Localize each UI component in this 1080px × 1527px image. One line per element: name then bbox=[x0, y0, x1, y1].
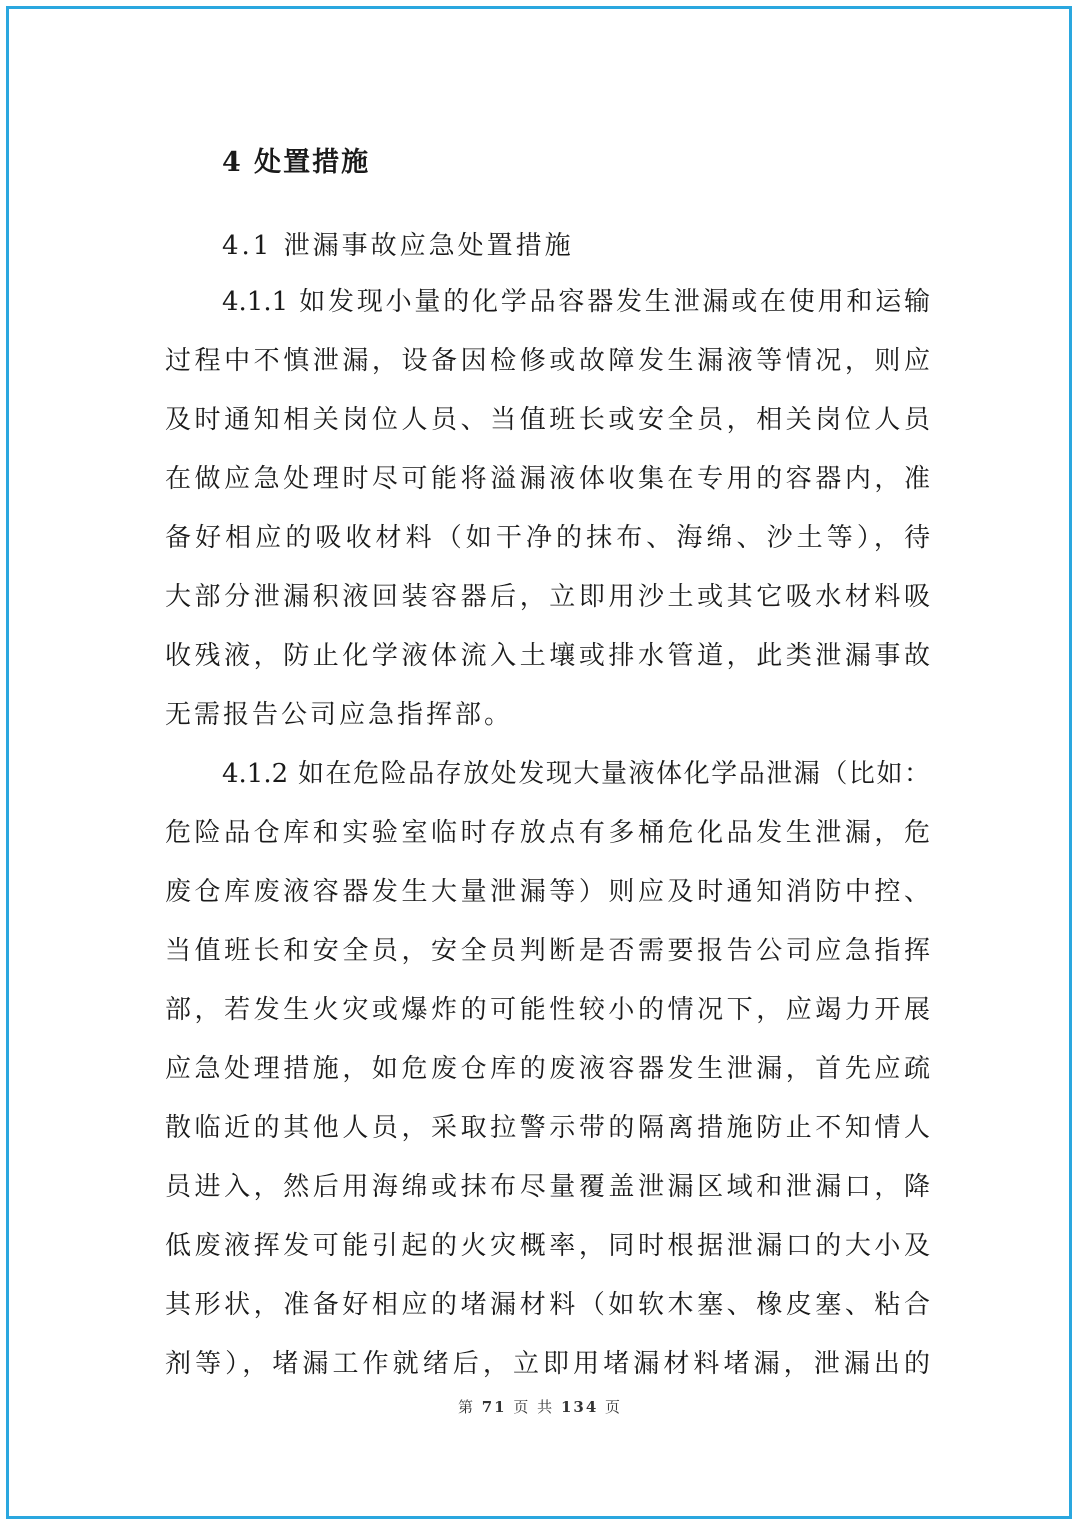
footer-suffix: 页 bbox=[605, 1398, 623, 1416]
paragraph-line: 当值班长和安全员，安全员判断是否需要报告公司应急指挥 bbox=[165, 936, 930, 966]
paragraph-line: 4.1.1 如发现小量的化学品容器发生泄漏或在使用和运输 bbox=[222, 287, 930, 317]
page-footer bbox=[0, 1396, 1080, 1417]
paragraph-line: 无需报告公司应急指挥部。 bbox=[165, 700, 514, 730]
paragraph-line: 4.1.2 如在危险品存放处发现大量液体化学品泄漏（比如： bbox=[222, 759, 930, 789]
paragraph-line: 及时通知相关岗位人员、当值班长或安全员，相关岗位人员 bbox=[165, 405, 930, 435]
footer-prefix: 第 bbox=[457, 1398, 475, 1416]
paragraph-line: 员进入，然后用海绵或抹布尽量覆盖泄漏区域和泄漏口，降 bbox=[165, 1172, 930, 1202]
paragraph-line: 其形状，准备好相应的堵漏材料（如软木塞、橡皮塞、粘合 bbox=[165, 1290, 930, 1320]
subsection-heading: 4.1 泄漏事故应急处置措施 bbox=[222, 231, 574, 261]
paragraph-line: 收残液，防止化学液体流入土壤或排水管道，此类泄漏事故 bbox=[165, 641, 930, 671]
paragraph-line: 过程中不慎泄漏，设备因检修或故障发生漏液等情况，则应 bbox=[165, 346, 930, 376]
current-page-number: 71 bbox=[481, 1398, 507, 1416]
paragraph-line: 废仓库废液容器发生大量泄漏等）则应及时通知消防中控、 bbox=[165, 877, 930, 907]
paragraph-line: 备好相应的吸收材料（如干净的抹布、海绵、沙土等），待 bbox=[165, 523, 930, 553]
paragraph-line: 应急处理措施，如危废仓库的废液容器发生泄漏，首先应疏 bbox=[165, 1054, 930, 1084]
footer-middle: 页 共 bbox=[513, 1398, 555, 1416]
paragraph-line: 剂等），堵漏工作就绪后，立即用堵漏材料堵漏，泄漏出的 bbox=[165, 1349, 930, 1379]
paragraph-line: 大部分泄漏积液回装容器后，立即用沙土或其它吸水材料吸 bbox=[165, 582, 930, 612]
paragraph-line: 危险品仓库和实验室临时存放点有多桶危化品发生泄漏，危 bbox=[165, 818, 930, 848]
paragraph-line: 部，若发生火灾或爆炸的可能性较小的情况下，应竭力开展 bbox=[165, 995, 930, 1025]
section-heading: 4 处置措施 bbox=[222, 147, 371, 178]
paragraph-line: 在做应急处理时尽可能将溢漏液体收集在专用的容器内，准 bbox=[165, 464, 930, 494]
paragraph-line: 低废液挥发可能引起的火灾概率，同时根据泄漏口的大小及 bbox=[165, 1231, 930, 1261]
paragraph-line: 散临近的其他人员，采取拉警示带的隔离措施防止不知情人 bbox=[165, 1113, 930, 1143]
total-page-count: 134 bbox=[560, 1398, 599, 1416]
